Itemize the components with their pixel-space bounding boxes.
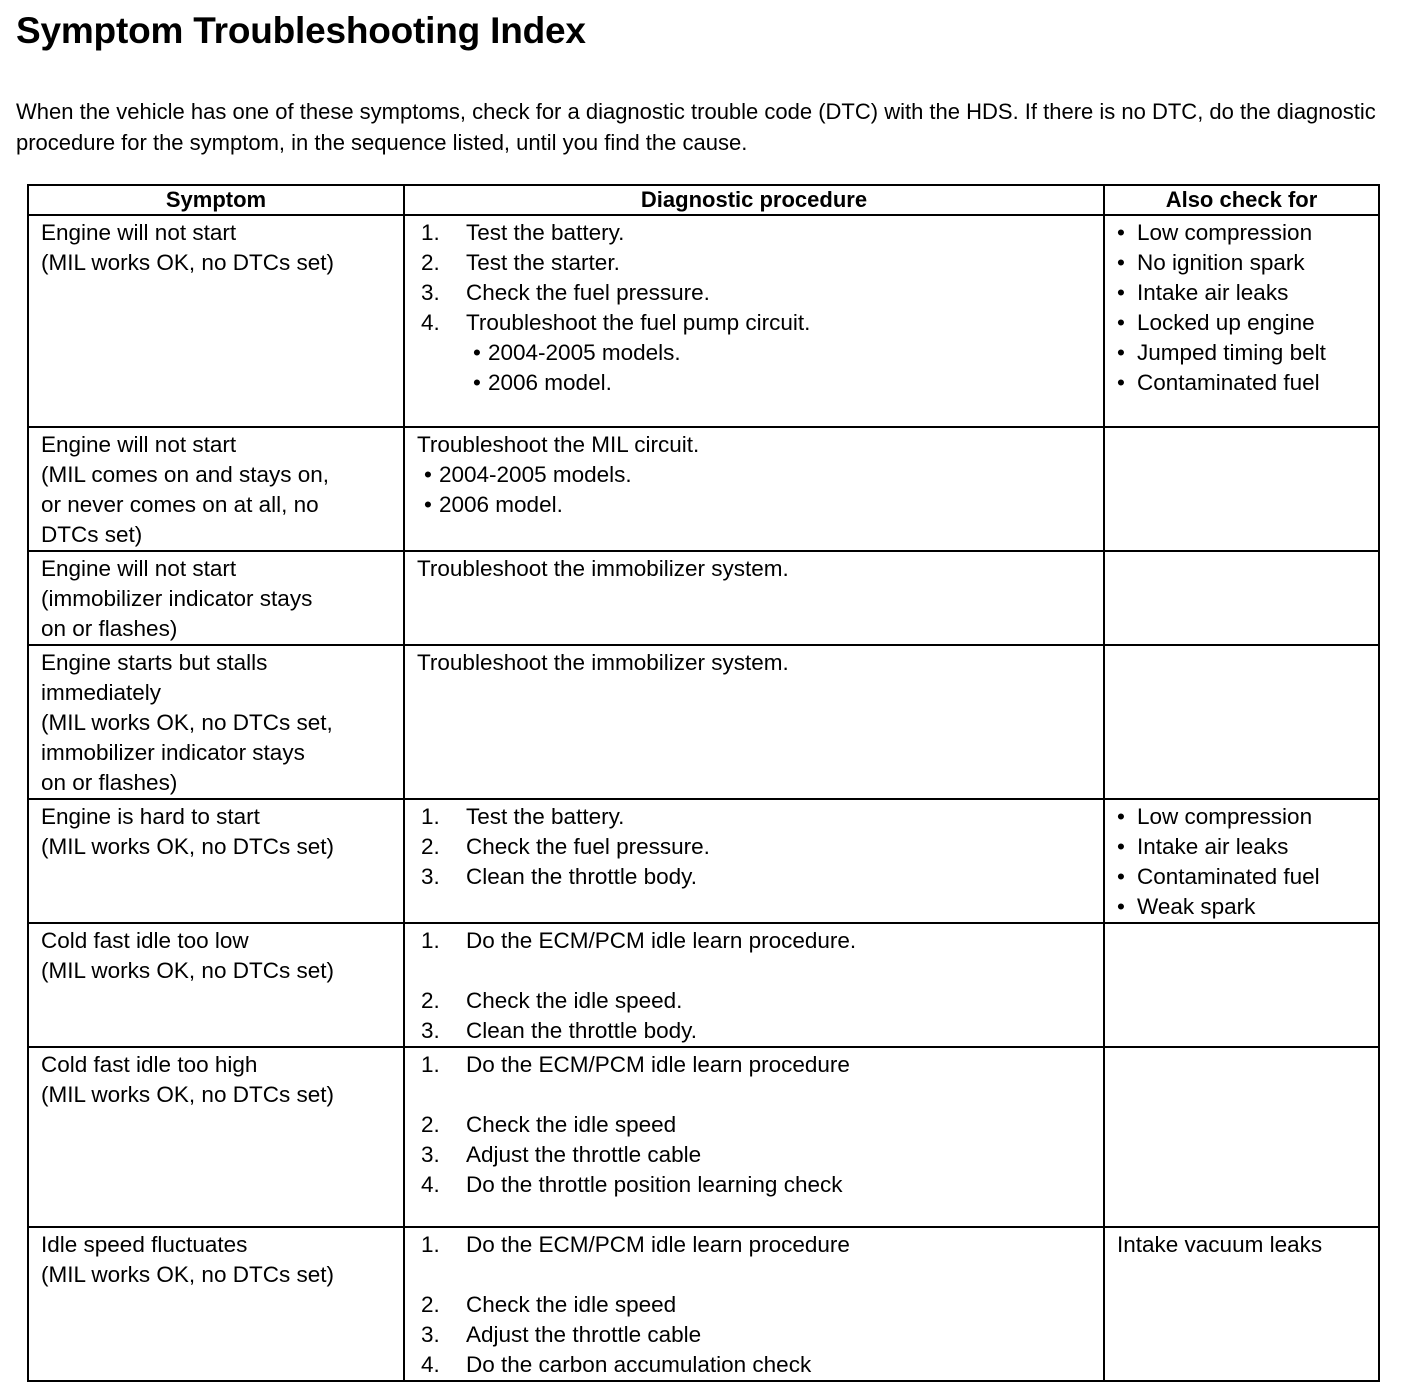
- bullet-icon: •: [424, 492, 432, 517]
- symptom-line: (MIL works OK, no DTCs set): [41, 958, 334, 983]
- procedure-step: 4. Troubleshoot the fuel pump circuit.: [421, 310, 811, 335]
- intro-paragraph: When the vehicle has one of these symptoms, check for a diagnostic trouble code (DTC) with the HDS. If there is no DTC, do the diagnostic procedure for the symptom, in the sequence listed, until you find the cause.: [16, 99, 1376, 155]
- bullet-icon: •: [1117, 864, 1125, 889]
- procedure-cell: [404, 645, 1104, 799]
- table-header-row: [28, 185, 1379, 215]
- table-row: [28, 645, 1379, 799]
- symptom-line: Engine starts but stalls: [41, 650, 268, 675]
- also-check-item: • Intake air leaks: [1113, 832, 1378, 862]
- procedure-cell: [404, 923, 1104, 1047]
- also-check-item: • Low compression: [1113, 802, 1378, 832]
- symptom-cell: [28, 645, 404, 799]
- also-check-cell: [1104, 215, 1379, 427]
- header-symptom: Symptom: [28, 185, 404, 215]
- symptom-line: Engine will not start: [41, 556, 237, 581]
- symptom-line: immobilizer indicator stays: [41, 740, 305, 765]
- bullet-icon: •: [1117, 340, 1125, 365]
- bullet-icon: •: [1117, 220, 1125, 245]
- symptom-line: Cold fast idle too high: [41, 1052, 258, 1077]
- procedure-step: 3. Adjust the throttle cable: [421, 1322, 702, 1347]
- bullet-icon: •: [1117, 250, 1125, 275]
- procedure-cell: [404, 799, 1104, 923]
- procedure-substep: • 2006 model.: [417, 368, 1103, 398]
- procedure-step: 1. Test the battery.: [421, 804, 625, 829]
- procedure-text: Troubleshoot the immobilizer system.: [417, 556, 789, 581]
- also-check-item: • Contaminated fuel: [1113, 862, 1378, 892]
- procedure-cell: [404, 427, 1104, 551]
- also-check-cell: [1104, 645, 1379, 799]
- bullet-icon: •: [1117, 804, 1125, 829]
- symptom-line: (MIL works OK, no DTCs set): [41, 250, 334, 275]
- symptom-cell: [28, 1227, 404, 1381]
- table-row: [28, 551, 1379, 645]
- also-check-cell: [1104, 799, 1379, 923]
- symptom-cell: [28, 923, 404, 1047]
- procedure-step: 1. Test the battery.: [421, 220, 625, 245]
- procedure-cell: [404, 1227, 1104, 1381]
- bullet-icon: •: [424, 462, 432, 487]
- procedure-step: 4. Do the carbon accumulation check: [421, 1352, 812, 1377]
- symptom-line: on or flashes): [41, 616, 178, 641]
- symptom-line: (MIL works OK, no DTCs set): [41, 1262, 334, 1287]
- procedure-step: 4. Do the throttle position learning check: [421, 1172, 843, 1197]
- symptom-line: Idle speed fluctuates: [41, 1232, 248, 1257]
- header-diagnostic-procedure: Diagnostic procedure: [404, 185, 1104, 215]
- procedure-step: 3. Check the fuel pressure.: [421, 280, 710, 305]
- symptom-cell: [28, 215, 404, 427]
- also-check-item: • No ignition spark: [1113, 248, 1378, 278]
- also-check-cell: [1104, 1227, 1379, 1381]
- bullet-icon: •: [1117, 310, 1125, 335]
- table-row: [28, 1227, 1379, 1381]
- also-check-item: • Jumped timing belt: [1113, 338, 1378, 368]
- procedure-bullet: • 2006 model.: [417, 490, 1103, 520]
- header-also-check-for: Also check for: [1104, 185, 1379, 215]
- symptom-line: (immobilizer indicator stays: [41, 586, 313, 611]
- symptom-line: or never comes on at all, no: [41, 492, 319, 517]
- bullet-icon: •: [1117, 280, 1125, 305]
- also-check-item: • Contaminated fuel: [1113, 368, 1378, 398]
- also-check-item: • Intake air leaks: [1113, 278, 1378, 308]
- procedure-step: 2. Check the fuel pressure.: [421, 834, 710, 859]
- procedure-step: 3. Clean the throttle body.: [421, 1018, 697, 1043]
- symptom-line: Engine will not start: [41, 432, 237, 457]
- bullet-icon: •: [1117, 834, 1125, 859]
- procedure-text: Troubleshoot the MIL circuit.: [417, 432, 700, 457]
- symptom-cell: [28, 551, 404, 645]
- symptom-line: (MIL works OK, no DTCs set): [41, 834, 334, 859]
- symptom-line: immediately: [41, 680, 162, 705]
- also-check-cell: [1104, 551, 1379, 645]
- table-row: [28, 923, 1379, 1047]
- procedure-cell: [404, 1047, 1104, 1227]
- bullet-icon: •: [473, 370, 481, 395]
- symptom-cell: [28, 799, 404, 923]
- also-check-item: • Low compression: [1113, 218, 1378, 248]
- procedure-cell: [404, 215, 1104, 427]
- symptom-cell: [28, 427, 404, 551]
- symptom-line: DTCs set): [41, 522, 143, 547]
- also-check-cell: [1104, 427, 1379, 551]
- symptom-line: (MIL works OK, no DTCs set,: [41, 710, 333, 735]
- bullet-icon: •: [1117, 370, 1125, 395]
- bullet-icon: •: [1117, 894, 1125, 919]
- symptom-index-table: [27, 184, 1380, 1382]
- symptom-line: Cold fast idle too low: [41, 928, 249, 953]
- also-check-item: • Locked up engine: [1113, 308, 1378, 338]
- symptom-line: (MIL comes on and stays on,: [41, 462, 330, 487]
- symptom-cell: [28, 1047, 404, 1227]
- table-row: [28, 215, 1379, 427]
- table-row: [28, 799, 1379, 923]
- also-check-text: Intake vacuum leaks: [1117, 1232, 1323, 1257]
- table-row: [28, 427, 1379, 551]
- procedure-substep: • 2004-2005 models.: [417, 338, 1103, 368]
- symptom-line: on or flashes): [41, 770, 178, 795]
- procedure-step: 2. Check the idle speed.: [421, 988, 683, 1013]
- procedure-step: 1. Do the ECM/PCM idle learn procedure: [421, 1232, 850, 1257]
- procedure-bullet: • 2004-2005 models.: [417, 460, 1103, 490]
- symptom-line: (MIL works OK, no DTCs set): [41, 1082, 334, 1107]
- symptom-line: Engine is hard to start: [41, 804, 260, 829]
- procedure-step: 2. Check the idle speed: [421, 1112, 677, 1137]
- also-check-cell: [1104, 923, 1379, 1047]
- procedure-step: 2. Test the starter.: [421, 250, 620, 275]
- procedure-step: 3. Clean the throttle body.: [421, 864, 697, 889]
- procedure-text: Troubleshoot the immobilizer system.: [417, 650, 789, 675]
- also-check-cell: [1104, 1047, 1379, 1227]
- page-title: Symptom Troubleshooting Index: [16, 10, 586, 51]
- procedure-step: 1. Do the ECM/PCM idle learn procedure: [421, 1052, 850, 1077]
- table-row: [28, 1047, 1379, 1227]
- procedure-step: 2. Check the idle speed: [421, 1292, 677, 1317]
- procedure-cell: [404, 551, 1104, 645]
- symptom-line: Engine will not start: [41, 220, 237, 245]
- also-check-item: • Weak spark: [1113, 892, 1378, 922]
- bullet-icon: •: [473, 340, 481, 365]
- procedure-step: 3. Adjust the throttle cable: [421, 1142, 702, 1167]
- procedure-step: 1. Do the ECM/PCM idle learn procedure.: [421, 928, 857, 953]
